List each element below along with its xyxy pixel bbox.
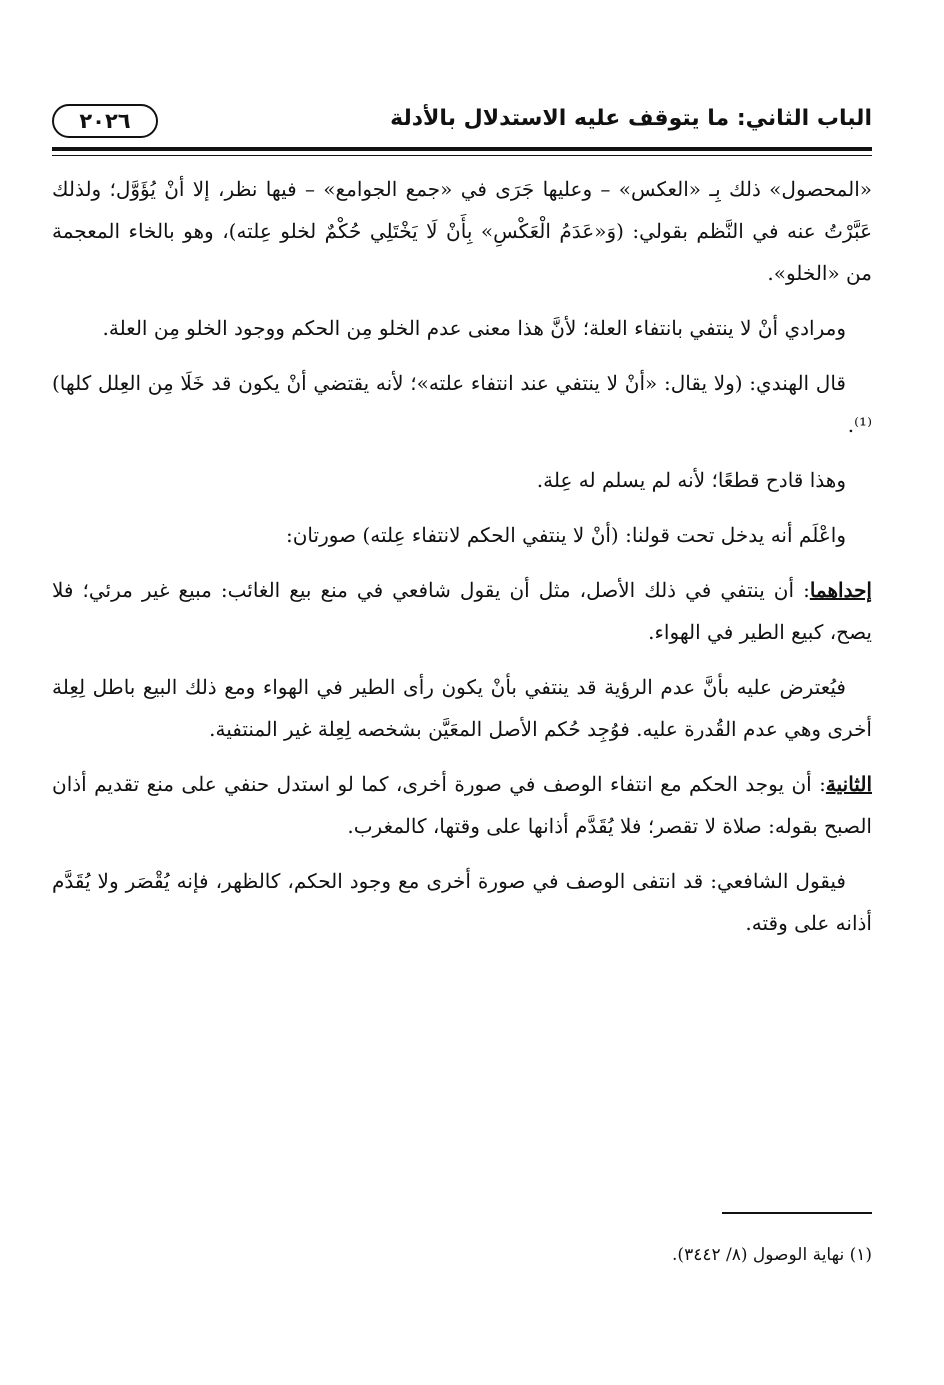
term-label: الثانية xyxy=(825,772,872,796)
header-rule-thick xyxy=(52,147,872,151)
paragraph: واعْلَم أنه يدخل تحت قولنا: (أنْ لا ينتفي الحكم لانتفاء عِلته) صورتان: xyxy=(286,523,846,547)
running-header xyxy=(52,100,872,150)
paragraph: «المحصول» ذلك بِـ «العكس» – وعليها جَرَى في «جمع الجوامع» – فيها نظر، إلا أنْ يُؤَوَّل؛ ولذلك عَبَّرْتُ عنه في النَّظم بقولي: (وَ«عَدَمُ الْعَكْسِ» بِأَنْ لَا يَخْتَلِي حُكْمٌ لخلو عِلته)، وهو بالخاء المعجمة من «الخلو». xyxy=(52,177,872,285)
paragraph: وهذا قادح قطعًا؛ لأنه لم يسلم له عِلة. xyxy=(536,468,846,492)
paragraph-text: : أن ينتفي في ذلك الأصل، مثل أن يقول شافعي في منع بيع الغائب: مبيع غير مرئي؛ فلا يصح، كبيع الطير في الهواء. xyxy=(52,578,872,644)
footnote-separator xyxy=(722,1212,872,1214)
term-label: إحداهما xyxy=(809,578,872,602)
paragraph: قال الهندي: (ولا يقال: «أنْ لا ينتفي عند انتفاء علته»؛ لأنه يقتضي أنْ يكون قد خَلَا مِن العِلل كلها)⁽¹⁾. xyxy=(52,371,872,437)
chapter-title: الباب الثاني: ما يتوقف عليه الاستدلال بالأدلة xyxy=(390,106,872,131)
body-text xyxy=(52,168,872,957)
footnote: (١) نهاية الوصول (٨/ ٣٤٤٢). xyxy=(672,1245,872,1265)
paragraph: فيقول الشافعي: قد انتفى الوصف في صورة أخرى مع وجود الحكم، كالظهر، فإنه يُقْصَر ولا يُقَدَّم أذانه على وقته. xyxy=(52,869,872,935)
header-rule-thin xyxy=(52,155,872,156)
paragraph: فيُعترض عليه بأنَّ عدم الرؤية قد ينتفي بأنْ يكون رأى الطير في الهواء ومع ذلك البيع باطل لِعِلة أخرى وهي عدم القُدرة عليه. فوُجِد حُكم الأصل المعَيَّن بشخصه لِعِلة غير المنتفية. xyxy=(52,675,872,741)
page-number-badge: ٢٠٢٦ xyxy=(52,104,158,138)
paragraph-text: : أن يوجد الحكم مع انتفاء الوصف في صورة أخرى، كما لو استدل حنفي على منع تقديم أذان الصبح بقوله: صلاة لا تقصر؛ فلا يُقَدَّم أذانها على وقتها، كالمغرب. xyxy=(52,772,872,838)
paragraph xyxy=(52,763,872,847)
paragraph: ومرادي أنْ لا ينتفي بانتفاء العلة؛ لأنَّ هذا معنى عدم الخلو مِن الحكم ووجود الخلو مِن العلة. xyxy=(102,316,846,340)
paragraph xyxy=(52,569,872,653)
